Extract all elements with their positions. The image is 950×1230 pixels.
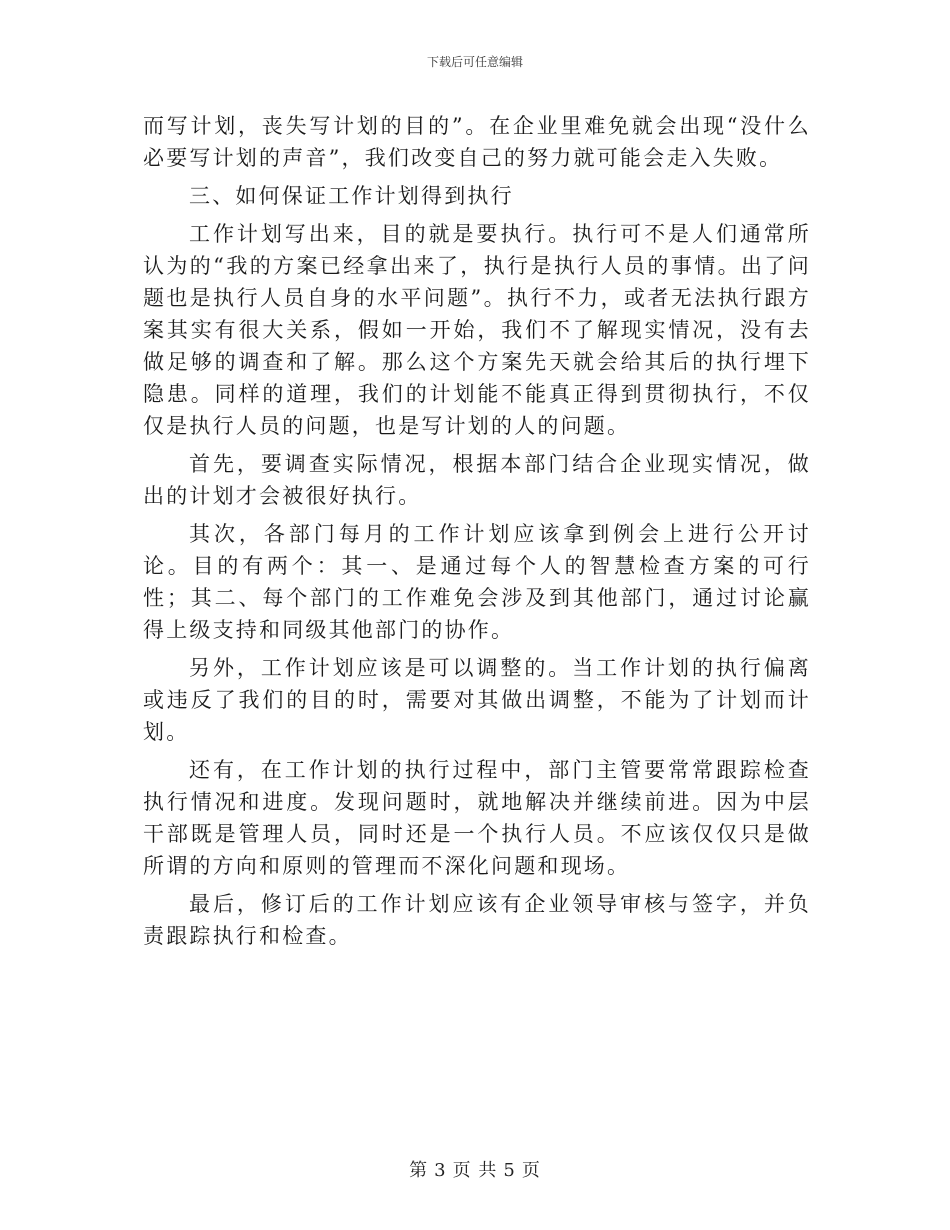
total-pages-number: 5 bbox=[503, 1160, 516, 1181]
page-label-prefix: 第 bbox=[409, 1160, 429, 1181]
paragraph-further: 还有，在工作计划的执行过程中，部门主管要常常跟踪检查执行情况和进度。发现问题时，就地解决并继续前进。因为中层干部既是管理人员，同时还是一个执行人员。不应该仅仅只是做所谓的方向和原则的管理而不深化问题和现场。 bbox=[143, 758, 811, 878]
page-header: 下载后可任意编辑 bbox=[426, 55, 523, 69]
paragraph-continuation: 而写计划，丧失写计划的目的”。在企业里难免就会出现“没什么必要写计划的声音”，我们改变自己的努力就可能会走入失败。 bbox=[143, 114, 811, 170]
current-page-number: 3 bbox=[434, 1160, 447, 1181]
paragraph-finally: 最后，修订后的工作计划应该有企业领导审核与签字，并负责跟踪执行和检查。 bbox=[143, 892, 811, 948]
paragraph-also: 另外，工作计划应该是可以调整的。当工作计划的执行偏离或违反了我们的目的时，需要对其做出调整，不能为了计划而计划。 bbox=[143, 656, 811, 744]
page-label-suffix: 页 bbox=[521, 1160, 541, 1181]
page-label-mid: 页 共 bbox=[452, 1160, 498, 1181]
paragraph-second: 其次，各部门每月的工作计划应该拿到例会上进行公开讨论。目的有两个：其一、是通过每个人的智慧检查方案的可行性；其二、每个部门的工作难免会涉及到其他部门，通过讨论赢得上级支持和同级其他部门的协作。 bbox=[143, 522, 811, 642]
section-heading: 三、如何保证工作计划得到执行 bbox=[189, 184, 514, 208]
paragraph-first: 首先，要调查实际情况，根据本部门结合企业现实情况，做出的计划才会被很好执行。 bbox=[143, 452, 811, 508]
document-body bbox=[143, 110, 811, 952]
paragraph-execution-intro: 工作计划写出来，目的就是要执行。执行可不是人们通常所认为的“我的方案已经拿出来了，执行是执行人员的事情。出了问题也是执行人员自身的水平问题”。执行不力，或者无法执行跟方案其实有很大关系，假如一开始，我们不了解现实情况，没有去做足够的调查和了解。那么这个方案先天就会给其后的执行埋下隐患。同样的道理，我们的计划能不能真正得到贯彻执行，不仅仅是执行人员的问题，也是写计划的人的问题。 bbox=[143, 222, 811, 438]
page-footer bbox=[0, 1156, 950, 1182]
